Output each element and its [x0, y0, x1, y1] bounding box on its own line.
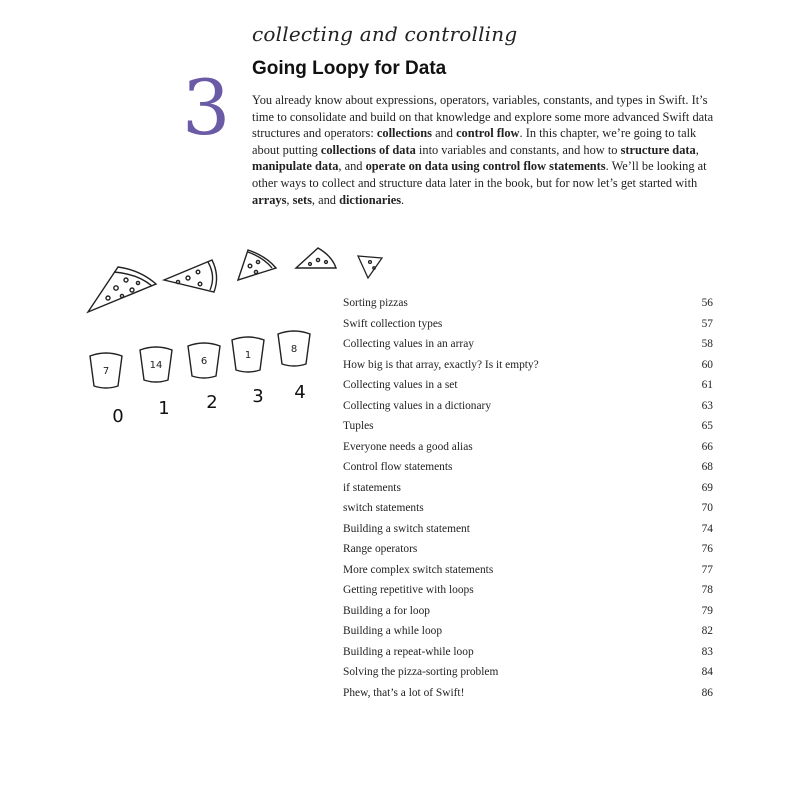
toc-entry-title: Swift collection types	[343, 317, 443, 330]
intro-text: into variables and constants, and how to	[415, 142, 621, 157]
intro-bold-term: operate on data using control flow statements	[365, 159, 606, 174]
chapter-number: 3	[182, 63, 231, 152]
toc-entry[interactable]	[343, 642, 713, 663]
intro-paragraph	[252, 92, 722, 208]
toc-entry-page: 76	[701, 543, 713, 556]
toc-entry-page: 79	[701, 604, 713, 617]
toc-entry-page: 77	[701, 563, 713, 576]
intro-text: You already know about expressions, operators, variables, constants, and types in Swift. It’s time to consolidate and build on that knowledge and explore some more advanced Swift data structures and operators:	[252, 93, 714, 141]
toc-entry-page: 66	[701, 440, 713, 453]
toc-entry-title: More complex switch statements	[343, 563, 494, 576]
toc-entry-title: Building a for loop	[343, 604, 431, 617]
toc-entry-title: Everyone needs a good alias	[343, 440, 473, 453]
toc-entry-page: 78	[701, 584, 713, 597]
index-label: 4	[294, 382, 306, 403]
toc-entry[interactable]	[343, 621, 713, 642]
toc-entry-page: 61	[701, 379, 713, 392]
toc-entry-page: 58	[701, 338, 713, 351]
toc-entry[interactable]	[343, 293, 713, 314]
toc-entry-page: 65	[701, 420, 713, 433]
toc-entry[interactable]	[343, 539, 713, 560]
toc-entry-title: switch statements	[343, 502, 424, 515]
toc-entry-title: Building a while loop	[343, 625, 443, 638]
toc-entry-title: Control flow statements	[343, 461, 453, 474]
toc-entry-title: Getting repetitive with loops	[343, 584, 474, 597]
toc-entry-title: Collecting values in an array	[343, 338, 474, 351]
toc-entry-page: 63	[701, 399, 713, 412]
index-label: 2	[206, 392, 218, 413]
cup-icon	[140, 347, 172, 382]
table-of-contents	[343, 293, 713, 703]
pizza-slice-icon	[358, 256, 382, 278]
toc-entry-title: if statements	[343, 481, 401, 494]
index-label: 0	[112, 406, 124, 427]
cup-icon	[188, 343, 220, 378]
index-label: 1	[158, 398, 170, 419]
toc-entry[interactable]	[343, 478, 713, 499]
toc-entry[interactable]	[343, 416, 713, 437]
pizza-slice-icon	[296, 248, 336, 268]
intro-text: . We’ll be looking at other ways to collect and structure data later in the book, but for now let’s get started with	[252, 159, 707, 190]
toc-entry[interactable]	[343, 457, 713, 478]
toc-entry-page: 56	[701, 297, 713, 310]
chapter-title: Going Loopy for Data	[252, 58, 447, 79]
toc-entry[interactable]	[343, 683, 713, 704]
cup-value: 8	[290, 344, 298, 355]
index-label: 3	[252, 386, 264, 407]
toc-entry-title: Phew, that’s a lot of Swift!	[343, 686, 465, 699]
toc-entry[interactable]	[343, 601, 713, 622]
toc-entry[interactable]	[343, 355, 713, 376]
intro-bold-term: dictionaries	[339, 192, 402, 207]
cup-value: 7	[102, 366, 110, 377]
toc-entry[interactable]	[343, 519, 713, 540]
toc-entry-title: How big is that array, exactly? Is it empty?	[343, 358, 539, 371]
toc-entry-title: Collecting values in a dictionary	[343, 399, 492, 412]
intro-bold-term: collections	[376, 126, 432, 141]
toc-entry-page: 69	[701, 481, 713, 494]
toc-entry[interactable]	[343, 662, 713, 683]
toc-entry-title: Tuples	[343, 420, 374, 433]
toc-entry-page: 84	[701, 666, 713, 679]
intro-bold-term: collections of data	[320, 142, 416, 157]
toc-entry[interactable]	[343, 437, 713, 458]
intro-text: and	[431, 126, 457, 141]
pizza-slice-icon	[88, 267, 156, 312]
toc-entry-page: 82	[701, 625, 713, 638]
pizza-slice-icon	[238, 250, 276, 280]
intro-text: .	[401, 192, 405, 207]
intro-text: ,	[695, 142, 699, 157]
cup-value: 14	[149, 360, 163, 371]
intro-text: . In this chapter, we’re going to talk about putting	[252, 126, 697, 157]
intro-text: , and	[338, 159, 366, 174]
pizza-slice-icon	[164, 260, 217, 292]
intro-text: , and	[311, 192, 340, 207]
intro-bold-term: structure data	[620, 142, 696, 157]
toc-entry[interactable]	[343, 375, 713, 396]
toc-entry[interactable]	[343, 314, 713, 335]
cup-icon	[278, 331, 310, 366]
chapter-kicker: collecting and controlling	[252, 22, 518, 46]
toc-entry-page: 74	[701, 522, 713, 535]
cup-icon	[232, 337, 264, 372]
toc-entry[interactable]	[343, 396, 713, 417]
intro-bold-term: manipulate data	[252, 159, 339, 174]
toc-entry-title: Solving the pizza-sorting problem	[343, 666, 499, 679]
toc-entry-page: 68	[701, 461, 713, 474]
toc-entry-page: 86	[701, 686, 713, 699]
intro-text: ,	[286, 192, 293, 207]
toc-entry-title: Sorting pizzas	[343, 297, 408, 310]
toc-entry-title: Building a switch statement	[343, 522, 470, 535]
toc-entry-title: Collecting values in a set	[343, 379, 458, 392]
intro-bold-term: arrays	[252, 192, 287, 207]
toc-entry-page: 70	[701, 502, 713, 515]
toc-entry[interactable]	[343, 580, 713, 601]
toc-entry[interactable]	[343, 498, 713, 519]
cup-value: 1	[244, 350, 252, 361]
cup-icon	[90, 353, 122, 388]
toc-entry[interactable]	[343, 334, 713, 355]
cup-value: 6	[200, 356, 208, 367]
toc-entry-page: 60	[701, 358, 713, 371]
intro-bold-term: control flow	[456, 126, 520, 141]
toc-entry-page: 83	[701, 645, 713, 658]
toc-entry-page: 57	[701, 317, 713, 330]
toc-entry-title: Building a repeat-while loop	[343, 645, 474, 658]
intro-bold-term: sets	[292, 192, 312, 207]
toc-entry[interactable]	[343, 560, 713, 581]
toc-entry-title: Range operators	[343, 543, 418, 556]
